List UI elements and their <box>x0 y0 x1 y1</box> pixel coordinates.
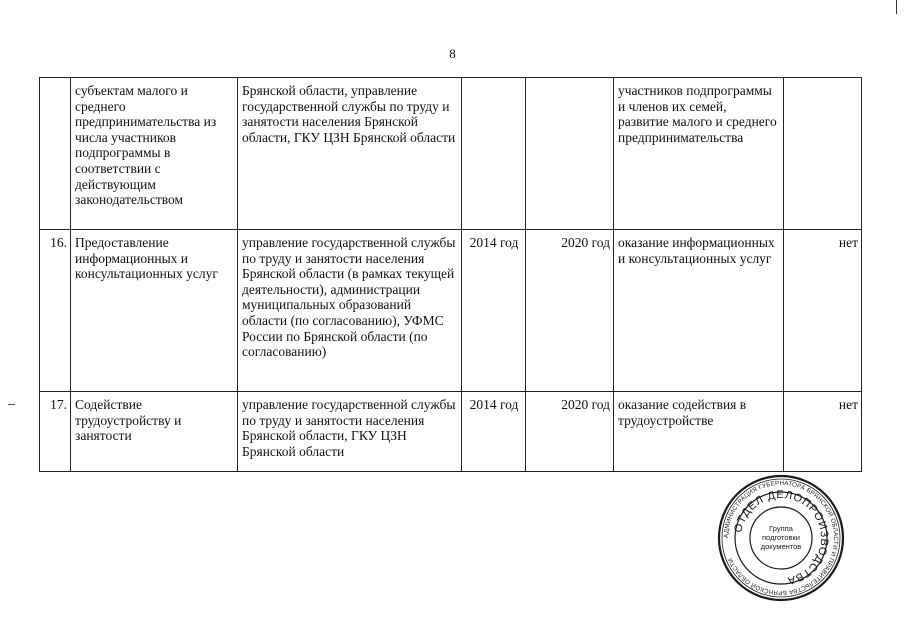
measures-table <box>39 77 862 472</box>
mark: нет <box>784 230 862 392</box>
event-name: Предоставление информационных и консультационных услуг <box>71 230 238 392</box>
end-year: 2020 год <box>526 230 614 392</box>
executor: управление государственной службы по труду и занятости населения Брянской области, ГКУ ЦЗН Брянской области <box>238 392 462 472</box>
office-stamp <box>716 473 846 603</box>
end-year <box>526 78 614 230</box>
stamp-ring-text: АДМИНИСТРАЦИЯ ГУБЕРНАТОРА БРЯНСКОЙ ОБЛАСТИ И ПРАВИТЕЛЬСТВА БРЯНСКОЙ ОБЛАСТИ <box>722 479 840 597</box>
executor: Брянской области, управление государственной службы по труду и занятости населения Брянской области, ГКУ ЦЗН Брянской области <box>238 78 462 230</box>
row-number: 16. <box>40 230 71 392</box>
row-number <box>40 78 71 230</box>
mark: нет <box>784 392 862 472</box>
start-year <box>462 78 526 230</box>
start-year: 2014 год <box>462 392 526 472</box>
expected-result: участников подпрограммы и членов их семей, развитие малого и среднего предпринимательства <box>614 78 784 230</box>
stamp-center-line: Группа <box>769 524 793 533</box>
expected-result: оказание информационных и консультационных услуг <box>614 230 784 392</box>
table-row <box>40 78 862 230</box>
stamp-center-line: документов <box>760 542 802 551</box>
mark <box>784 78 862 230</box>
row-number: 17. <box>40 392 71 472</box>
page-number: 8 <box>449 46 456 61</box>
start-year: 2014 год <box>462 230 526 392</box>
scan-edge-mark <box>896 0 897 14</box>
stamp-center-line: подготовки <box>762 533 800 542</box>
event-name: Содействие трудоустройству и занятости <box>71 392 238 472</box>
event-name: субъектам малого и среднего предпринимательства из числа участников подпрограммы в соответствии с действующим законодательством <box>71 78 238 230</box>
table-row <box>40 230 862 392</box>
table-row <box>40 392 862 472</box>
stamp-arc-text: ОТДЕЛ ДЕЛОПРОИЗВОДСТВА <box>732 488 831 587</box>
scan-edge-mark <box>8 404 15 405</box>
expected-result: оказание содействия в трудоустройстве <box>614 392 784 472</box>
executor: управление государственной службы по труду и занятости населения Брянской области (в рамках текущей деятельности), администрации муниципальных образований области (по согласованию), УФМС России по Брянской области (по согласованию) <box>238 230 462 392</box>
end-year: 2020 год <box>526 392 614 472</box>
